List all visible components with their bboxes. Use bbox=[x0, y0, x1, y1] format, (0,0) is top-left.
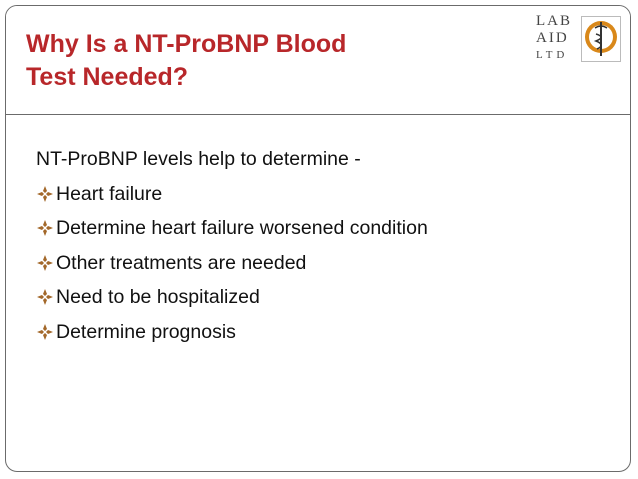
bullet-item bbox=[36, 211, 616, 246]
bullet-item bbox=[36, 280, 616, 315]
diamond-bullet-icon bbox=[36, 323, 54, 341]
diamond-bullet-icon bbox=[36, 219, 54, 237]
title-line-1: Why Is a NT-ProBNP Blood bbox=[26, 30, 347, 58]
bullet-text: Determine heart failure worsened condition bbox=[56, 217, 428, 239]
title-line-2: Test Needed? bbox=[26, 63, 189, 91]
diamond-bullet-icon bbox=[36, 185, 54, 203]
slide bbox=[5, 5, 631, 472]
logo-text bbox=[536, 13, 582, 64]
bullet-item bbox=[36, 315, 616, 350]
bullet-item bbox=[36, 177, 616, 212]
logo-line-3: LTD bbox=[536, 49, 569, 61]
slide-body bbox=[36, 142, 616, 349]
bullet-text: Heart failure bbox=[56, 182, 163, 205]
caduceus-emblem-icon bbox=[581, 16, 621, 62]
logo-line-2: AID bbox=[536, 30, 569, 46]
diamond-bullet-icon bbox=[36, 254, 54, 272]
lab-aid-logo bbox=[536, 13, 616, 69]
logo-line-1: LAB bbox=[536, 13, 572, 29]
bullet-text: Need to be hospitalized bbox=[56, 286, 260, 308]
bullet-list bbox=[36, 177, 616, 350]
bullet-item bbox=[36, 246, 616, 281]
intro-text: NT-ProBNP levels help to determine - bbox=[36, 148, 361, 170]
bullet-text: Other treatments are needed bbox=[56, 251, 307, 274]
title-bar bbox=[6, 6, 630, 115]
bullet-text: Determine prognosis bbox=[56, 320, 236, 343]
slide-title bbox=[26, 28, 486, 94]
diamond-bullet-icon bbox=[36, 288, 54, 306]
